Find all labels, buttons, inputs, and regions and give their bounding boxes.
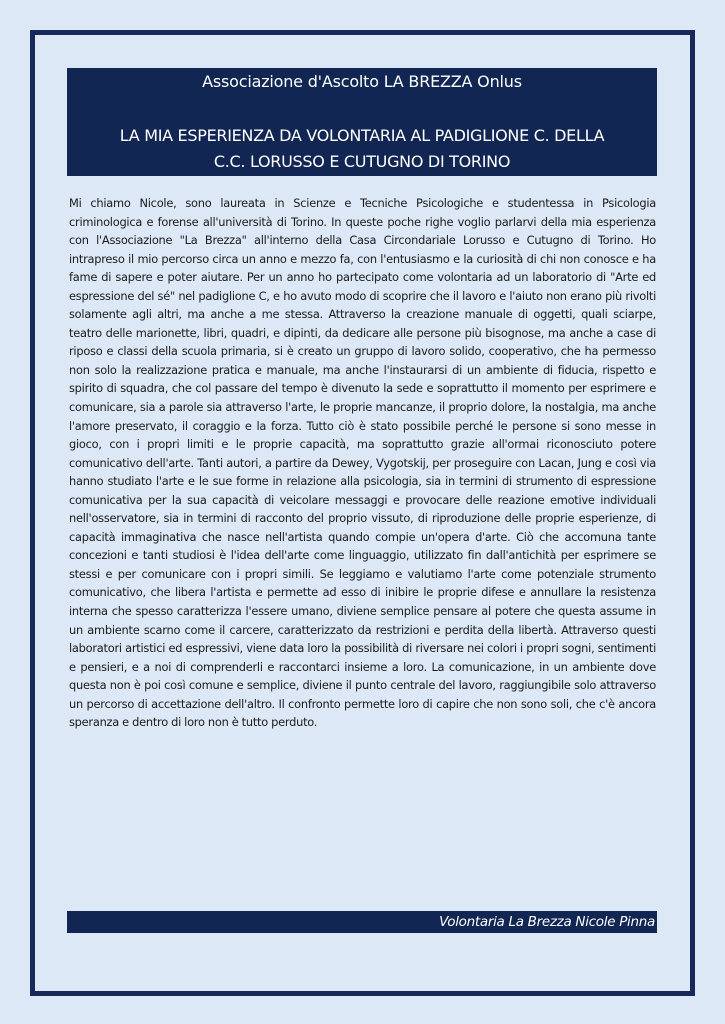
title-line-1: LA MIA ESPERIENZA DA VOLONTARIA AL PADIGLIONE C. DELLA — [119, 126, 605, 145]
title-banner — [67, 96, 657, 176]
organization-banner — [67, 68, 657, 96]
article-body: Mi chiamo Nicole, sono laureata in Scienze e Tecniche Psicologiche e studentessa in Psicologia criminologica e forense all'università di Torino. In queste poche righe voglio parlarvi della mia esperienza con l'Associazione "La Brezza" all'interno della Casa Circondariale Lorusso e Cutugno di Torino. Ho intrapreso il mio percorso circa un anno e mezzo fa, con l'entusiasmo e la curiosità di chi non conosce e ha fame di sapere e poter aiutare. Per un anno ho partecipato come volontaria ad un laboratorio di "Arte ed espressione del sé" nel padiglione C, e ho avuto modo di scoprire che il lavoro e l'aiuto non erano più rivolti solamente agli altri, ma anche a me stessa. Attraverso la creazione manuale di oggetti, quali sciarpe, teatro delle marionette, libri, quadri, e dipinti, da dedicare alle persone più bisognose, ma anche a case di riposo e classi della scuola primaria, si è creato un gruppo di lavoro solido, cooperativo, che ha permesso non solo la realizzazione pratica e manuale, ma anche l'instaurarsi di un ambiente di fiducia, rispetto e spirito di squadra, che col passare del tempo è divenuto la sede e soprattutto il momento per esprimere e comunicare, sia a parole sia attraverso l'arte, le proprie mancanze, il proprio dolore, la nostalgia, ma anche l'amore preservato, il coraggio e la forza. Tutto ciò è stato possibile perché le persone si sono messe in gioco, con i propri limiti e le proprie capacità, ma soprattutto grazie all'ormai riconosciuto potere comunicativo dell'arte. Tanti autori, a partire da Dewey, Vygotskij, per proseguire con Lacan, Jung e così via hanno studiato l'arte e le sue forme in relazione alla psicologia, sia in termini di strumento di espressione comunicativa per la sua capacità di veicolare messaggi e provocare delle reazione emotive individuali nell'osservatore, sia in termini di racconto del proprio vissuto, di riproduzione delle proprie esperienze, di capacità immaginativa che nasce nell'artista quando compie un'opera d'arte. Ciò che accomuna tante concezioni e tanti studiosi è l'idea dell'arte come linguaggio, utilizzato fin dall'antichità per esprimere se stessi e per comunicare con i propri simili. Se leggiamo e valutiamo l'arte come potenziale strumento comunicativo, che libera l'artista e permette ad esso di inibire le proprie difese e annullare la resistenza interna che spesso caratterizza l'essere umano, diviene semplice pensare al potere che questa assume in un ambiente scarno come il carcere, caratterizzato da restrizioni e perdita della libertà. Attraverso questi laboratori artistici ed espressivi, viene data loro la possibilità di riversare nei colori i propri sogni, sentimenti e pensieri, e a noi di comprenderli e raccontarci insieme a loro. La comunicazione, in un ambiente dove questa non è poi così comune e semplice, diviene il punto centrale del lavoro, raggiungibile solo attraverso un percorso di accettazione dell'altro. Il confronto permette loro di capire che non sono soli, che c'è ancora speranza e dentro di loro non è tutto perduto. — [69, 196, 656, 730]
title-line-2: C.C. LORUSSO E CUTUGNO DI TORINO — [213, 152, 511, 171]
signature-banner — [67, 911, 657, 933]
signature-text: Volontaria La Brezza Nicole Pinna — [439, 914, 655, 930]
organization-name: Associazione d'Ascolto LA BREZZA Onlus — [202, 72, 522, 91]
